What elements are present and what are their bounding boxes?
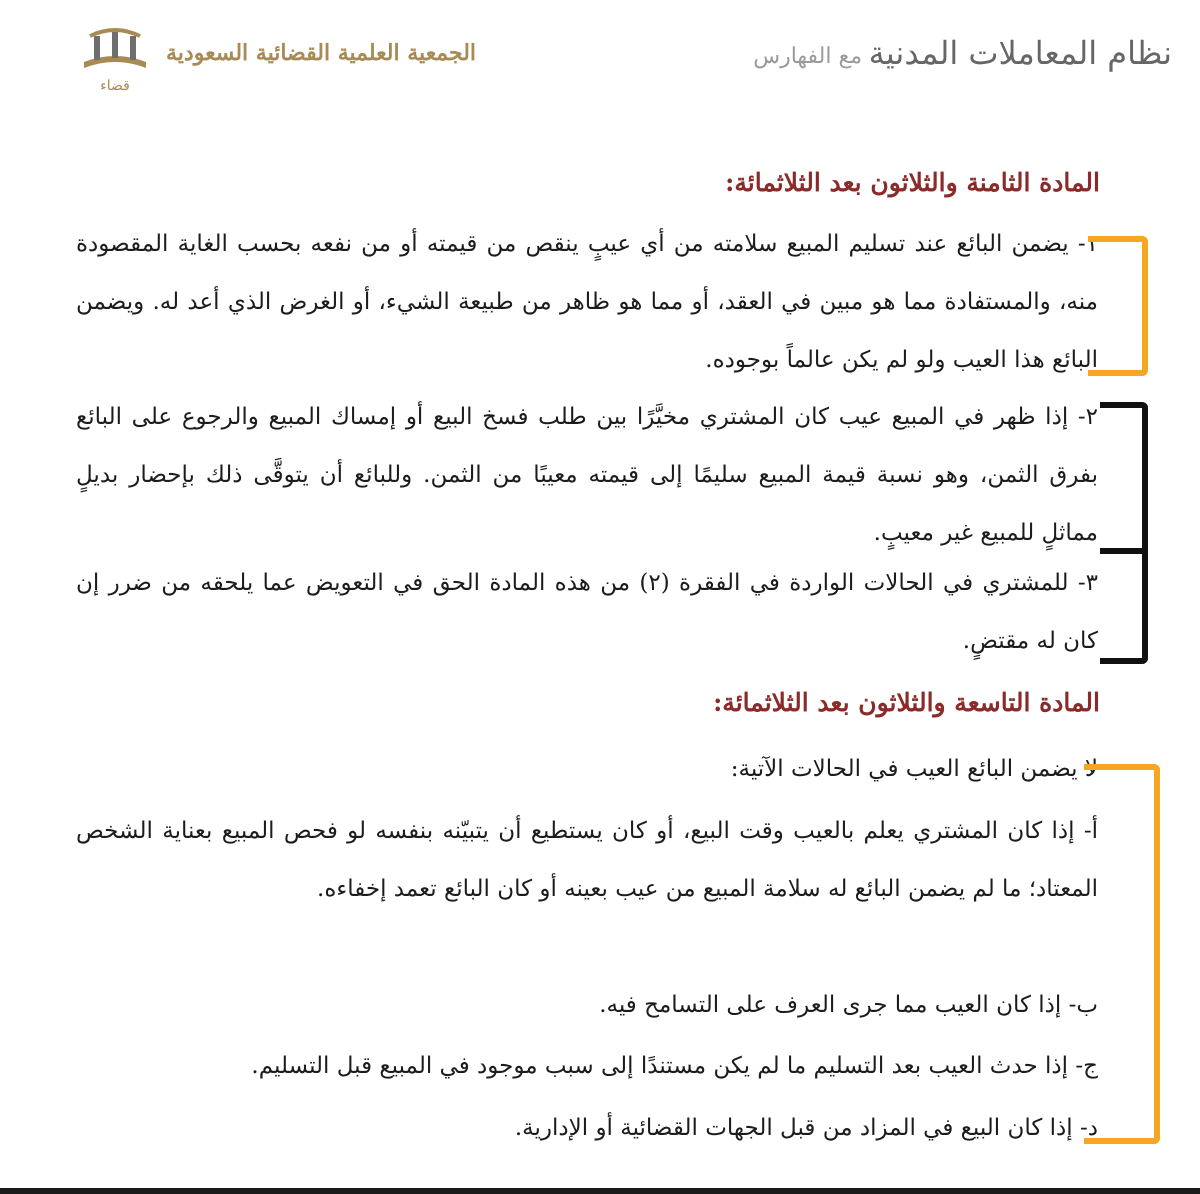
black-highlight-divider [1100, 548, 1146, 554]
book-title-subtitle: مع الفهارس [753, 44, 862, 69]
article-338-paragraph-2: ٢- إذا ظهر في المبيع عيب كان المشتري مخيَّرًا بين طلب فسخ البيع أو إمساك المبيع والرجوع على البائع بفرق الثمن، وهو نسبة قيمة المبيع سليمًا إلى قيمته معيبًا من الثمن. وللبائع أن يتوقَّى ذلك بإحضار بديلٍ مماثلٍ للمبيع غير معيبٍ. [76, 404, 1098, 546]
association-name: الجمعية العلمية القضائية السعودية [166, 40, 477, 66]
book-title-main: نظام المعاملات المدنية [868, 34, 1172, 72]
article-338-title: المادة الثامنة والثلاثون بعد الثلاثمائة: [725, 168, 1100, 197]
article-338-paragraph-3: ٣- للمشتري في الحالات الواردة في الفقرة (٢) من هذه المادة الحق في التعويض عما يلحقه من ضرر إن كان له مقتضٍ. [76, 570, 1098, 654]
orange-highlight-bracket-article-339 [1084, 764, 1160, 1144]
logo-label: قضاء [100, 78, 130, 94]
orange-highlight-bracket-paragraph-1 [1088, 236, 1148, 376]
book-title [672, 24, 1172, 94]
article-339-item-d: د- إذا كان البيع في المزاد من قبل الجهات القضائية أو الإدارية. [514, 1115, 1098, 1141]
article-339-title: المادة التاسعة والثلاثون بعد الثلاثمائة: [713, 688, 1100, 717]
article-339-intro: لا يضمن البائع العيب في الحالات الآتية: [730, 756, 1098, 782]
scales-book-icon [76, 22, 154, 82]
association-brand [70, 18, 477, 98]
article-338-paragraph-1: ١- يضمن البائع عند تسليم المبيع سلامته من أي عيبٍ ينقص من قيمته أو من نفعه بحسب الغاية المقصودة منه، والمستفادة مما هو مبين في العقد، أو مما هو ظاهر من طبيعة الشيء، أو الغرض الذي أعد له. ويضمن البائع هذا العيب ولو لم يكن عالماً بوجوده. [76, 231, 1098, 373]
page-header [0, 0, 1200, 110]
page-bottom-edge [0, 1188, 1200, 1194]
black-highlight-bracket-paragraphs-2-3 [1100, 402, 1148, 664]
association-logo [76, 22, 154, 96]
article-339-item-a: أ- إذا كان المشتري يعلم بالعيب وقت البيع، أو كان يستطيع أن يتبيّنه بنفسه لو فحص المبيع بعناية الشخص المعتاد؛ ما لم يضمن البائع له سلامة المبيع من عيب بعينه أو كان البائع تعمد إخفاءه. [76, 818, 1098, 902]
article-339-item-c: ج- إذا حدث العيب بعد التسليم ما لم يكن مستندًا إلى سبب موجود في المبيع قبل التسليم. [251, 1053, 1098, 1079]
article-339-item-b: ب- إذا كان العيب مما جرى العرف على التسامح فيه. [599, 992, 1098, 1018]
